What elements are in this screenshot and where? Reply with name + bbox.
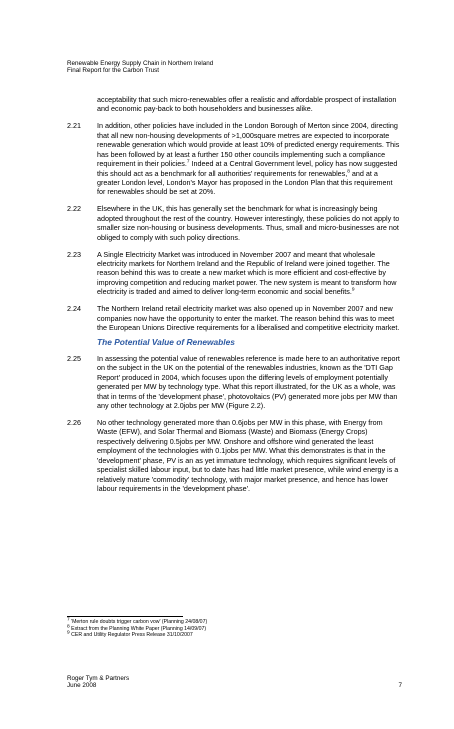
paragraph-text-part: Indeed at a Central Government level, policy has now suggested this should act as a benchmark for all authorities' requirements for renewables,	[97, 159, 398, 178]
paragraph-text-part: A Single Electricity Market was introduced in November 2007 and meant that wholesale electricity markets for Northern Ireland and the Republic of Ireland were joined together. The reason behind this was to create a new market which is more efficient and cost-effective by improving competition and reducing market power. The new system is meant to transform how electricity is traded and aimed to deliver long-term economic and social benefits.	[97, 249, 397, 297]
paragraph-text: In assessing the potential value of renewables reference is made here to an authoritative report on the subject in the UK on the potential of the renewables industries, known as the 'DTI Gap Report' produced in 2004, which focuses upon the differing levels of employment potentially generated per MW by technology type. What this report illustrated, for the UK as a whole, was that in terms of the 'development phase', photovoltaics (PV) generated more jobs per MW than any other technology at 2.0jobs per MW (Figure 2.2).	[97, 353, 400, 411]
footnote-text: Extract from the Planning White Paper (Planning 14/09/07)	[69, 625, 207, 632]
footnote-ref[interactable]: 7	[186, 159, 190, 165]
footer-company: Roger Tym & Partners	[67, 675, 130, 682]
header-title: Renewable Energy Supply Chain in Northern Ireland	[67, 60, 214, 67]
footnote-number: 7	[67, 617, 70, 623]
page-number: 7	[398, 682, 402, 689]
paragraph-text: No other technology generated more than 0.6jobs per MW in this phase, with Energy from Waste (EFW), and Solar Thermal and Biomass (Waste) and Biomass (Energy Crops) respectively delivering 0.5jobs per MW. Onshore and offshore wind generated the least employment of the technologies with 0.1jobs per MW. What this demonstrates is that in the 'development' phase, PV is an as yet immature technology, which requires significant levels of specialist skilled labour input, but to date has had little market presence, while wind energy is a relatively mature 'commodity' technology, with major market presence, and hence has lower labour requirements in the 'development phase'.	[97, 418, 399, 494]
paragraph-text-part: and at a greater London level, London's Mayor has proposed in the London Plan that this requirement for renewables should be set at 20%.	[97, 168, 393, 197]
footer-date: June 2008	[67, 682, 97, 690]
paragraph-2-25	[67, 354, 402, 411]
paragraph-2-23	[67, 250, 402, 297]
header-subtitle: Final Report for the Carbon Trust	[67, 67, 160, 75]
footnote-ref[interactable]: 8	[347, 169, 350, 175]
paragraph-number: 2.21	[67, 121, 81, 131]
footnote-number: 9	[67, 630, 70, 636]
paragraph-number: 2.26	[67, 418, 81, 428]
intro-paragraph: acceptability that such micro-renewables offer a realistic and affordable prospect of installation and economic pay-back to both householders and businesses alike.	[97, 95, 397, 114]
paragraph-number: 2.23	[67, 249, 81, 259]
footnote-divider	[67, 616, 183, 617]
paragraph-text	[97, 121, 402, 197]
page-header	[67, 60, 213, 75]
footnotes	[67, 619, 207, 639]
footnote-text: 'Merton rule doubts trigger carbon vow' (Planning 24/08/07)	[69, 619, 208, 625]
paragraph-number: 2.22	[67, 204, 81, 214]
footnote-item	[67, 632, 207, 639]
paragraph-text: The Northern Ireland retail electricity market was also opened up in November 2007 and new companies now have the opportunity to enter the market. The reason behind this was to meet the European Unions Directive requirements for a liberalised and competitive electricity market.	[97, 304, 400, 333]
section-heading: The Potential Value of Renewables	[97, 336, 235, 347]
paragraph-2-26	[67, 418, 402, 494]
paragraph-2-22	[67, 204, 402, 242]
paragraph-number: 2.24	[67, 304, 81, 314]
body-text	[67, 95, 402, 501]
paragraph-text	[97, 250, 402, 297]
paragraph-number: 2.25	[67, 353, 81, 363]
page-footer	[67, 675, 129, 690]
footnote-number: 8	[67, 623, 70, 629]
paragraph-text-part: In addition, other policies have included in the London Borough of Merton since 2004, directing that all new non-housing developments of >1,000square metres are expected to incorporate renewable generation which would provide at least 10% of predicted energy requirements. This has been followed by at least a further 150 other councils implementing such a compliance requirement in their policies.	[97, 121, 400, 169]
footnote-text: CER and Utility Regulator Press Release 31/10/2007	[69, 632, 193, 638]
footnote-ref[interactable]: 9	[351, 287, 355, 293]
paragraph-2-21	[67, 121, 402, 197]
paragraph-2-24	[67, 304, 402, 332]
paragraph-text: Elsewhere in the UK, this has generally set the benchmark for what is increasingly being adopted throughout the rest of the country. However interestingly, these policies do not apply to smaller size non-housing or business developments. Thus, small and micro-businesses are not obliged to comply with such policy directions.	[97, 204, 400, 242]
